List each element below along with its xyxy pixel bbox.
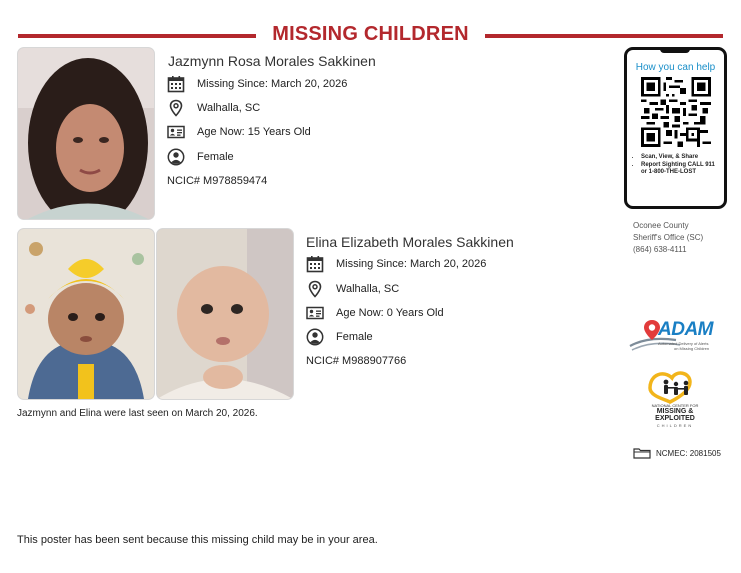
agency-name-line2: Sheriff's Office (SC): [633, 233, 704, 242]
child2-location: [306, 279, 399, 299]
ncmec-logo: [644, 368, 706, 430]
child2-location-text: Walhalla, SC: [336, 283, 400, 295]
child2-missing-since: [306, 254, 486, 274]
last-seen-caption: Jazmynn and Elina were last seen on March 20, 2026.: [17, 408, 258, 419]
folder-icon: [633, 447, 651, 459]
child1-age-text: Age Now: 15 Years Old: [197, 126, 311, 138]
child2-sex: [306, 327, 373, 347]
child2-photo-2: [156, 228, 294, 400]
page-title: MISSING CHILDREN: [272, 23, 469, 45]
adam-logo: [628, 318, 720, 354]
adam-wordmark: ADAM: [658, 319, 713, 340]
child1-missing-since: [167, 74, 347, 94]
ncmec-case-number: [633, 446, 721, 460]
help-heading: How you can help: [635, 62, 716, 73]
location-pin-icon: [167, 99, 185, 117]
person-icon: [306, 328, 324, 346]
adam-tagline-1: Automated Delivery of Alerts: [658, 341, 709, 346]
calendar-icon: [167, 75, 185, 93]
child1-sex-text: Female: [197, 151, 234, 163]
child2-sex-text: Female: [336, 331, 373, 343]
agency-name-line1: Oconee County: [633, 221, 689, 230]
ncmec-case-text: NCMEC: 2081505: [656, 448, 721, 458]
calendar-icon: [306, 255, 324, 273]
child1-ncic: NCIC# M978859474: [167, 175, 268, 187]
child1-missing-since-text: Missing Since: March 20, 2026: [197, 78, 348, 90]
help-bullet-scan: • Scan, View, & Share: [641, 154, 721, 162]
child1-location: [167, 98, 260, 118]
child2-age: [306, 303, 444, 323]
agency-phone: (864) 638-4111: [633, 245, 687, 254]
help-bullet-report: • Report Sighting CALL 911 or 1-800-THE-LOST: [641, 162, 721, 177]
help-instructions: [631, 154, 721, 177]
header-rule-right: [485, 34, 723, 38]
child2-photo-1: [17, 228, 155, 400]
child1-age: [167, 122, 311, 142]
child2-name: Elina Elizabeth Morales Sakkinen: [306, 234, 514, 250]
child2-age-text: Age Now: 0 Years Old: [336, 307, 444, 319]
adam-tagline-2: on Missing Children: [674, 346, 710, 351]
phone-notch: [660, 47, 690, 53]
child1-name: Jazmynn Rosa Morales Sakkinen: [168, 53, 376, 69]
child2-missing-since-text: Missing Since: March 20, 2026: [336, 258, 487, 270]
qr-code[interactable]: [641, 77, 711, 147]
location-pin-icon: [306, 280, 324, 298]
footer-note: This poster has been sent because this missing child may be in your area.: [17, 534, 378, 546]
child1-photo: [17, 47, 155, 220]
child2-ncic: NCIC# M988907766: [306, 355, 407, 367]
child1-sex: [167, 147, 234, 167]
help-phone-panel: [624, 47, 727, 209]
ncmec-line-3: EXPLOITED: [655, 415, 695, 422]
id-card-icon: [167, 123, 185, 141]
child1-location-text: Walhalla, SC: [197, 102, 261, 114]
id-card-icon: [306, 304, 324, 322]
ncmec-line-1: NATIONAL CENTER FOR: [651, 403, 699, 408]
ncmec-line-2: MISSING &: [656, 408, 694, 415]
ncmec-line-4: CHILDREN: [656, 423, 694, 428]
person-icon: [167, 148, 185, 166]
